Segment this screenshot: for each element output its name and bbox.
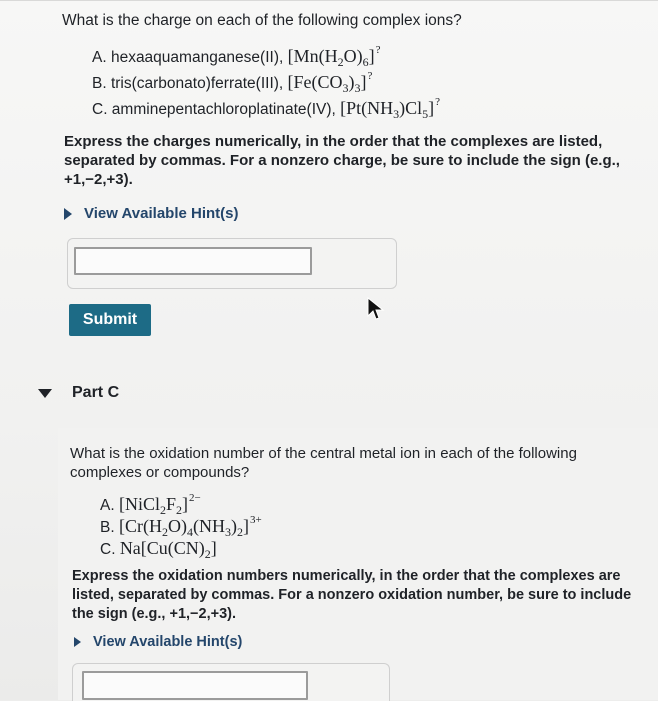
choice-b bbox=[92, 70, 372, 96]
choice-a bbox=[92, 44, 381, 70]
choice-a-formula: $[Mn(H_2O)_6]$ bbox=[287, 46, 375, 69]
choice-c-charge: ? bbox=[435, 96, 441, 108]
submit-button[interactable]: Submit bbox=[69, 304, 151, 336]
part-c-answer-input[interactable] bbox=[82, 671, 308, 700]
choice-a-label: A. hexaaquamanganese(II), bbox=[92, 49, 288, 66]
choice-b-label: B. tris(carbonato)ferrate(III), bbox=[92, 75, 288, 92]
choice-c bbox=[92, 96, 440, 122]
hint-label: View Available Hint(s) bbox=[84, 205, 239, 222]
part-c-choice-a-label: A. bbox=[100, 497, 119, 514]
choice-b-charge: ? bbox=[367, 70, 373, 82]
part-c-choice-a-charge: 2− bbox=[188, 492, 201, 504]
caret-right-icon bbox=[74, 637, 81, 647]
part-c-instructions: Express the oxidation numbers numerically, in the order that the complexes are listed, separated by commas. For a nonzero oxidation number, be sure to include the sign (e.g., +1,−2,+3). bbox=[72, 568, 632, 622]
part-c-choice-a-formula: $[NiCl_2F_2]$ bbox=[118, 494, 188, 517]
caret-right-icon bbox=[64, 208, 72, 220]
part-c-choice-c-label: C. bbox=[100, 541, 120, 558]
part-c-choice-b-formula: $[Cr(H_2O)_4(NH_3)_2]$ bbox=[118, 516, 249, 539]
part-c-hint-toggle[interactable] bbox=[74, 634, 242, 650]
collapse-caret-icon[interactable] bbox=[38, 389, 52, 398]
part-c-choice-b-label: B. bbox=[100, 519, 119, 536]
part-c-title[interactable]: Part C bbox=[72, 384, 120, 401]
choice-c-label: C. amminepentachloroplatinate(IV), bbox=[92, 101, 341, 118]
part-c-choice-c-formula: $Na[Cu(CN)_2]$ bbox=[119, 538, 217, 561]
part-c-question: What is the oxidation number of the central metal ion in each of the following complexes or compounds? bbox=[70, 445, 577, 481]
part-c-choice-c bbox=[100, 536, 218, 562]
choice-a-charge: ? bbox=[375, 44, 381, 56]
mouse-pointer-icon bbox=[366, 296, 388, 322]
choice-c-formula: $[Pt(NH_3)Cl_5]$ bbox=[340, 98, 435, 121]
choice-b-formula: $[Fe(CO_3)_3]$ bbox=[287, 72, 367, 95]
answer-input[interactable] bbox=[74, 247, 312, 275]
question-instructions: Express the charges numerically, in the order that the complexes are listed, separated by commas. For a nonzero charge, be sure to include the sign (e.g., +1,−2,+3). bbox=[64, 133, 620, 188]
hint-toggle[interactable] bbox=[64, 205, 239, 222]
part-c-choice-b-charge: 3+ bbox=[249, 514, 262, 526]
part-c-hint-label: View Available Hint(s) bbox=[93, 634, 243, 650]
top-divider bbox=[0, 0, 658, 1]
question-title: What is the charge on each of the following complex ions? bbox=[62, 12, 462, 29]
